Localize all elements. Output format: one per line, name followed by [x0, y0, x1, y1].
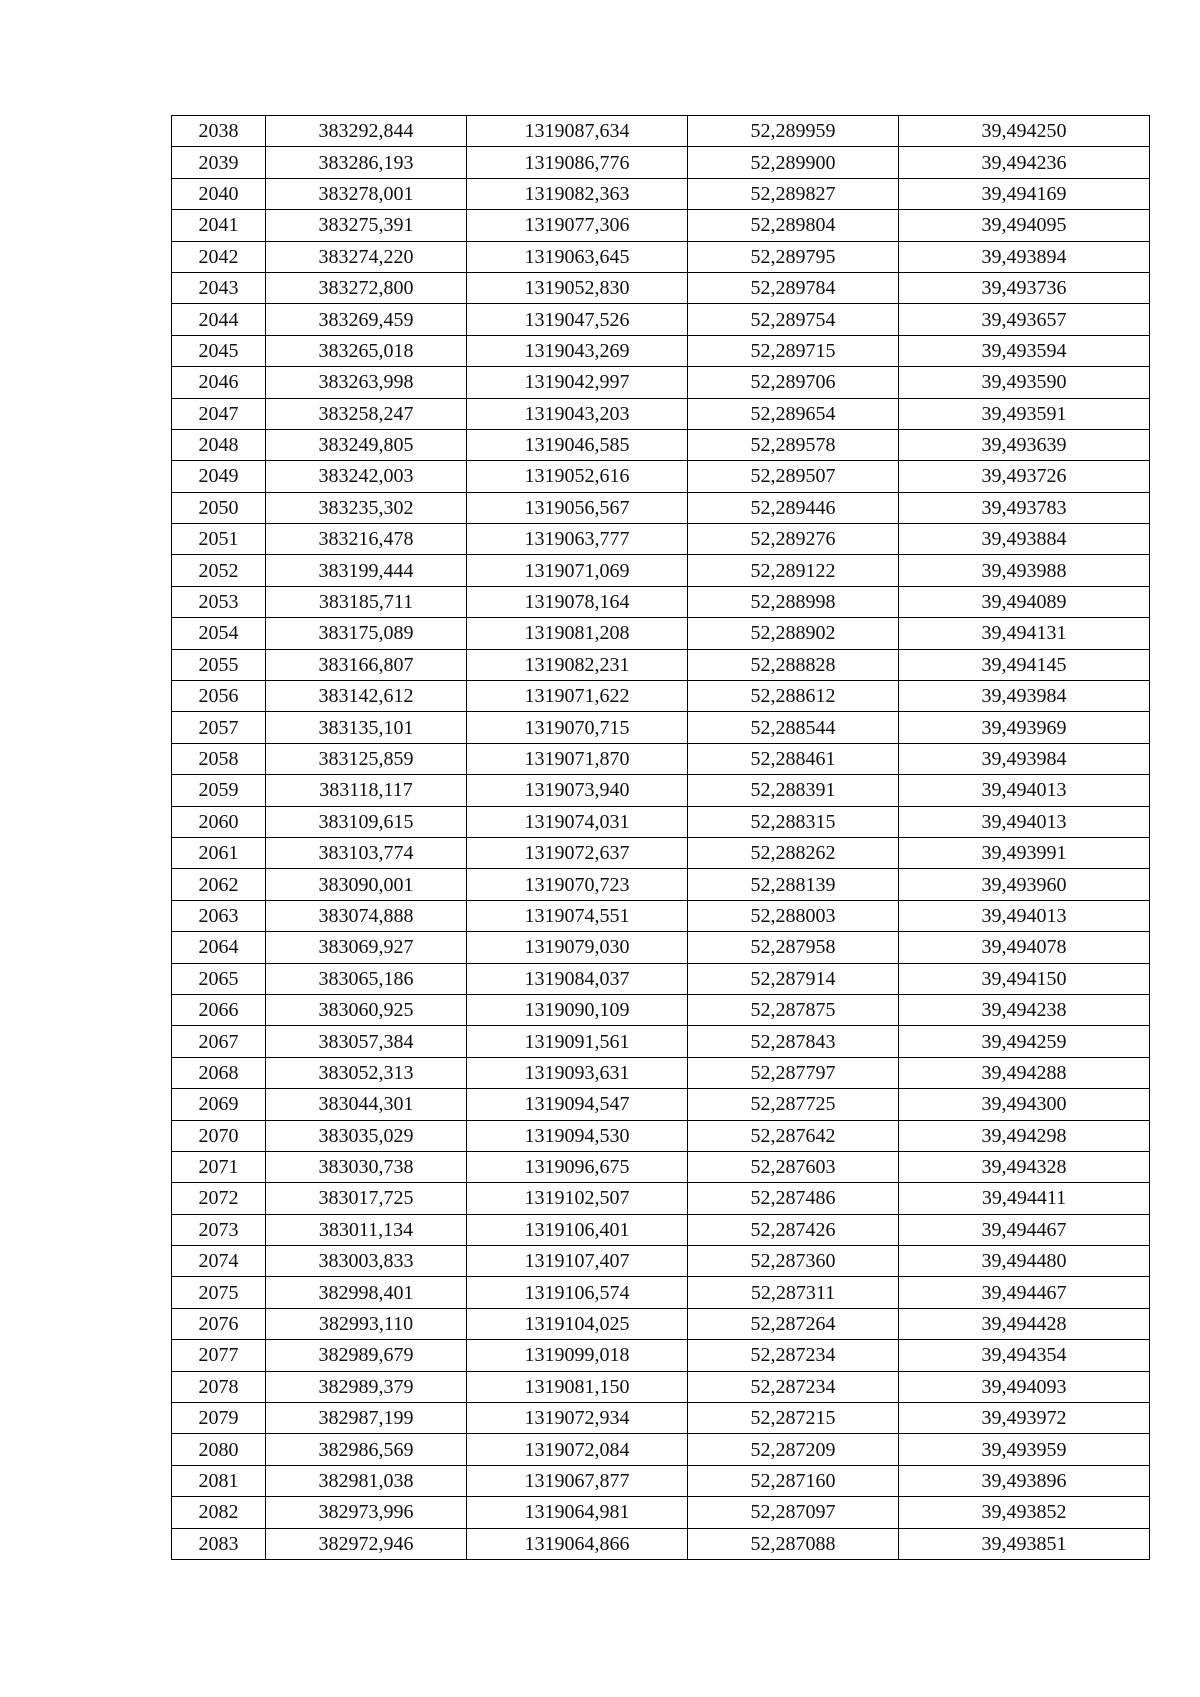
latitude-cell: 52,287097	[688, 1497, 899, 1528]
y-coordinate-cell: 1319052,830	[467, 272, 688, 303]
x-coordinate-cell: 383074,888	[266, 900, 467, 931]
longitude-cell: 39,494078	[899, 932, 1150, 963]
y-coordinate-cell: 1319094,547	[467, 1089, 688, 1120]
latitude-cell: 52,287088	[688, 1528, 899, 1559]
y-coordinate-cell: 1319077,306	[467, 210, 688, 241]
longitude-cell: 39,494236	[899, 147, 1150, 178]
x-coordinate-cell: 383269,459	[266, 304, 467, 335]
table-row	[172, 586, 1150, 617]
point-number-cell: 2046	[172, 367, 266, 398]
point-number-cell: 2077	[172, 1340, 266, 1371]
table-row	[172, 900, 1150, 931]
x-coordinate-cell: 382993,110	[266, 1308, 467, 1339]
y-coordinate-cell: 1319071,069	[467, 555, 688, 586]
y-coordinate-cell: 1319102,507	[467, 1183, 688, 1214]
table-row	[172, 1277, 1150, 1308]
longitude-cell: 39,494150	[899, 963, 1150, 994]
x-coordinate-cell: 383235,302	[266, 492, 467, 523]
x-coordinate-cell: 383103,774	[266, 837, 467, 868]
y-coordinate-cell: 1319104,025	[467, 1308, 688, 1339]
point-number-cell: 2073	[172, 1214, 266, 1245]
longitude-cell: 39,493894	[899, 241, 1150, 272]
point-number-cell: 2049	[172, 461, 266, 492]
longitude-cell: 39,493594	[899, 335, 1150, 366]
longitude-cell: 39,494428	[899, 1308, 1150, 1339]
table-row	[172, 116, 1150, 147]
latitude-cell: 52,288612	[688, 681, 899, 712]
x-coordinate-cell: 382987,199	[266, 1403, 467, 1434]
table-row	[172, 618, 1150, 649]
longitude-cell: 39,493988	[899, 555, 1150, 586]
y-coordinate-cell: 1319070,723	[467, 869, 688, 900]
x-coordinate-cell: 383292,844	[266, 116, 467, 147]
longitude-cell: 39,493972	[899, 1403, 1150, 1434]
x-coordinate-cell: 383216,478	[266, 524, 467, 555]
table-row	[172, 555, 1150, 586]
longitude-cell: 39,494480	[899, 1246, 1150, 1277]
latitude-cell: 52,287311	[688, 1277, 899, 1308]
point-number-cell: 2061	[172, 837, 266, 868]
y-coordinate-cell: 1319067,877	[467, 1465, 688, 1496]
point-number-cell: 2060	[172, 806, 266, 837]
table-row	[172, 1057, 1150, 1088]
latitude-cell: 52,288902	[688, 618, 899, 649]
y-coordinate-cell: 1319056,567	[467, 492, 688, 523]
longitude-cell: 39,494131	[899, 618, 1150, 649]
y-coordinate-cell: 1319091,561	[467, 1026, 688, 1057]
x-coordinate-cell: 383242,003	[266, 461, 467, 492]
point-number-cell: 2043	[172, 272, 266, 303]
latitude-cell: 52,289276	[688, 524, 899, 555]
y-coordinate-cell: 1319099,018	[467, 1340, 688, 1371]
table-row	[172, 1403, 1150, 1434]
x-coordinate-cell: 383011,134	[266, 1214, 467, 1245]
point-number-cell: 2044	[172, 304, 266, 335]
point-number-cell: 2053	[172, 586, 266, 617]
y-coordinate-cell: 1319043,203	[467, 398, 688, 429]
point-number-cell: 2058	[172, 743, 266, 774]
x-coordinate-cell: 383142,612	[266, 681, 467, 712]
point-number-cell: 2066	[172, 994, 266, 1025]
latitude-cell: 52,289654	[688, 398, 899, 429]
y-coordinate-cell: 1319084,037	[467, 963, 688, 994]
y-coordinate-cell: 1319096,675	[467, 1151, 688, 1182]
latitude-cell: 52,289900	[688, 147, 899, 178]
y-coordinate-cell: 1319106,574	[467, 1277, 688, 1308]
x-coordinate-cell: 382989,679	[266, 1340, 467, 1371]
longitude-cell: 39,494300	[899, 1089, 1150, 1120]
latitude-cell: 52,288139	[688, 869, 899, 900]
point-number-cell: 2045	[172, 335, 266, 366]
point-number-cell: 2081	[172, 1465, 266, 1496]
table-row	[172, 1246, 1150, 1277]
point-number-cell: 2047	[172, 398, 266, 429]
table-body	[172, 116, 1150, 1560]
y-coordinate-cell: 1319094,530	[467, 1120, 688, 1151]
point-number-cell: 2041	[172, 210, 266, 241]
table-row	[172, 367, 1150, 398]
longitude-cell: 39,493959	[899, 1434, 1150, 1465]
longitude-cell: 39,493726	[899, 461, 1150, 492]
y-coordinate-cell: 1319074,031	[467, 806, 688, 837]
longitude-cell: 39,494095	[899, 210, 1150, 241]
x-coordinate-cell: 383135,101	[266, 712, 467, 743]
point-number-cell: 2067	[172, 1026, 266, 1057]
longitude-cell: 39,494169	[899, 178, 1150, 209]
point-number-cell: 2075	[172, 1277, 266, 1308]
point-number-cell: 2054	[172, 618, 266, 649]
point-number-cell: 2079	[172, 1403, 266, 1434]
latitude-cell: 52,288461	[688, 743, 899, 774]
table-row	[172, 1340, 1150, 1371]
table-row	[172, 1434, 1150, 1465]
x-coordinate-cell: 383109,615	[266, 806, 467, 837]
longitude-cell: 39,494259	[899, 1026, 1150, 1057]
x-coordinate-cell: 383017,725	[266, 1183, 467, 1214]
table-row	[172, 743, 1150, 774]
latitude-cell: 52,289754	[688, 304, 899, 335]
latitude-cell: 52,287209	[688, 1434, 899, 1465]
latitude-cell: 52,288391	[688, 775, 899, 806]
y-coordinate-cell: 1319106,401	[467, 1214, 688, 1245]
longitude-cell: 39,494298	[899, 1120, 1150, 1151]
longitude-cell: 39,493639	[899, 429, 1150, 460]
y-coordinate-cell: 1319072,084	[467, 1434, 688, 1465]
latitude-cell: 52,287875	[688, 994, 899, 1025]
longitude-cell: 39,494328	[899, 1151, 1150, 1182]
longitude-cell: 39,493851	[899, 1528, 1150, 1559]
latitude-cell: 52,289827	[688, 178, 899, 209]
latitude-cell: 52,287797	[688, 1057, 899, 1088]
table-row	[172, 147, 1150, 178]
latitude-cell: 52,289715	[688, 335, 899, 366]
table-row	[172, 1089, 1150, 1120]
table-row	[172, 1465, 1150, 1496]
x-coordinate-cell: 383060,925	[266, 994, 467, 1025]
table-row	[172, 963, 1150, 994]
latitude-cell: 52,289706	[688, 367, 899, 398]
latitude-cell: 52,287160	[688, 1465, 899, 1496]
table-row	[172, 210, 1150, 241]
point-number-cell: 2059	[172, 775, 266, 806]
point-number-cell: 2055	[172, 649, 266, 680]
latitude-cell: 52,289507	[688, 461, 899, 492]
x-coordinate-cell: 383199,444	[266, 555, 467, 586]
point-number-cell: 2082	[172, 1497, 266, 1528]
longitude-cell: 39,494411	[899, 1183, 1150, 1214]
x-coordinate-cell: 383065,186	[266, 963, 467, 994]
point-number-cell: 2039	[172, 147, 266, 178]
longitude-cell: 39,494288	[899, 1057, 1150, 1088]
x-coordinate-cell: 382973,996	[266, 1497, 467, 1528]
latitude-cell: 52,287234	[688, 1371, 899, 1402]
x-coordinate-cell: 383274,220	[266, 241, 467, 272]
y-coordinate-cell: 1319082,363	[467, 178, 688, 209]
table-row	[172, 1183, 1150, 1214]
y-coordinate-cell: 1319087,634	[467, 116, 688, 147]
y-coordinate-cell: 1319090,109	[467, 994, 688, 1025]
point-number-cell: 2071	[172, 1151, 266, 1182]
y-coordinate-cell: 1319043,269	[467, 335, 688, 366]
table-row	[172, 461, 1150, 492]
point-number-cell: 2063	[172, 900, 266, 931]
table-row	[172, 241, 1150, 272]
table-row	[172, 1026, 1150, 1057]
y-coordinate-cell: 1319046,585	[467, 429, 688, 460]
x-coordinate-cell: 383286,193	[266, 147, 467, 178]
x-coordinate-cell: 382986,569	[266, 1434, 467, 1465]
y-coordinate-cell: 1319093,631	[467, 1057, 688, 1088]
x-coordinate-cell: 383166,807	[266, 649, 467, 680]
x-coordinate-cell: 383185,711	[266, 586, 467, 617]
latitude-cell: 52,287360	[688, 1246, 899, 1277]
table-row	[172, 712, 1150, 743]
table-row	[172, 1528, 1150, 1559]
y-coordinate-cell: 1319047,526	[467, 304, 688, 335]
latitude-cell: 52,287642	[688, 1120, 899, 1151]
point-number-cell: 2072	[172, 1183, 266, 1214]
x-coordinate-cell: 383057,384	[266, 1026, 467, 1057]
latitude-cell: 52,289959	[688, 116, 899, 147]
latitude-cell: 52,289122	[688, 555, 899, 586]
point-number-cell: 2048	[172, 429, 266, 460]
x-coordinate-cell: 382989,379	[266, 1371, 467, 1402]
table-row	[172, 1214, 1150, 1245]
longitude-cell: 39,493960	[899, 869, 1150, 900]
longitude-cell: 39,494467	[899, 1214, 1150, 1245]
latitude-cell: 52,289578	[688, 429, 899, 460]
y-coordinate-cell: 1319074,551	[467, 900, 688, 931]
latitude-cell: 52,287234	[688, 1340, 899, 1371]
point-number-cell: 2065	[172, 963, 266, 994]
x-coordinate-cell: 383278,001	[266, 178, 467, 209]
point-number-cell: 2040	[172, 178, 266, 209]
y-coordinate-cell: 1319082,231	[467, 649, 688, 680]
x-coordinate-cell: 383003,833	[266, 1246, 467, 1277]
longitude-cell: 39,494354	[899, 1340, 1150, 1371]
latitude-cell: 52,289804	[688, 210, 899, 241]
table-row	[172, 335, 1150, 366]
table-row	[172, 649, 1150, 680]
longitude-cell: 39,493884	[899, 524, 1150, 555]
x-coordinate-cell: 383272,800	[266, 272, 467, 303]
latitude-cell: 52,287215	[688, 1403, 899, 1434]
table-row	[172, 1151, 1150, 1182]
y-coordinate-cell: 1319081,208	[467, 618, 688, 649]
longitude-cell: 39,493736	[899, 272, 1150, 303]
coordinates-table	[171, 115, 1150, 1560]
x-coordinate-cell: 382998,401	[266, 1277, 467, 1308]
x-coordinate-cell: 383118,117	[266, 775, 467, 806]
longitude-cell: 39,493984	[899, 743, 1150, 774]
latitude-cell: 52,287843	[688, 1026, 899, 1057]
longitude-cell: 39,493590	[899, 367, 1150, 398]
y-coordinate-cell: 1319107,407	[467, 1246, 688, 1277]
latitude-cell: 52,287603	[688, 1151, 899, 1182]
y-coordinate-cell: 1319064,981	[467, 1497, 688, 1528]
latitude-cell: 52,289446	[688, 492, 899, 523]
x-coordinate-cell: 382972,946	[266, 1528, 467, 1559]
table-row	[172, 429, 1150, 460]
y-coordinate-cell: 1319064,866	[467, 1528, 688, 1559]
longitude-cell: 39,494013	[899, 775, 1150, 806]
x-coordinate-cell: 383035,029	[266, 1120, 467, 1151]
latitude-cell: 52,288998	[688, 586, 899, 617]
latitude-cell: 52,287725	[688, 1089, 899, 1120]
table-row	[172, 304, 1150, 335]
point-number-cell: 2083	[172, 1528, 266, 1559]
point-number-cell: 2069	[172, 1089, 266, 1120]
point-number-cell: 2051	[172, 524, 266, 555]
y-coordinate-cell: 1319042,997	[467, 367, 688, 398]
latitude-cell: 52,288262	[688, 837, 899, 868]
longitude-cell: 39,493591	[899, 398, 1150, 429]
table-row	[172, 1308, 1150, 1339]
table-row	[172, 932, 1150, 963]
table-row	[172, 994, 1150, 1025]
latitude-cell: 52,289795	[688, 241, 899, 272]
y-coordinate-cell: 1319078,164	[467, 586, 688, 617]
table-row	[172, 272, 1150, 303]
latitude-cell: 52,287264	[688, 1308, 899, 1339]
x-coordinate-cell: 382981,038	[266, 1465, 467, 1496]
longitude-cell: 39,493852	[899, 1497, 1150, 1528]
x-coordinate-cell: 383175,089	[266, 618, 467, 649]
point-number-cell: 2042	[172, 241, 266, 272]
x-coordinate-cell: 383258,247	[266, 398, 467, 429]
y-coordinate-cell: 1319081,150	[467, 1371, 688, 1402]
x-coordinate-cell: 383044,301	[266, 1089, 467, 1120]
longitude-cell: 39,494145	[899, 649, 1150, 680]
table-row	[172, 837, 1150, 868]
point-number-cell: 2050	[172, 492, 266, 523]
x-coordinate-cell: 383249,805	[266, 429, 467, 460]
point-number-cell: 2038	[172, 116, 266, 147]
latitude-cell: 52,287426	[688, 1214, 899, 1245]
latitude-cell: 52,288003	[688, 900, 899, 931]
table-row	[172, 524, 1150, 555]
y-coordinate-cell: 1319072,637	[467, 837, 688, 868]
longitude-cell: 39,493783	[899, 492, 1150, 523]
x-coordinate-cell: 383263,998	[266, 367, 467, 398]
longitude-cell: 39,493984	[899, 681, 1150, 712]
point-number-cell: 2076	[172, 1308, 266, 1339]
table-row	[172, 1497, 1150, 1528]
point-number-cell: 2080	[172, 1434, 266, 1465]
latitude-cell: 52,287958	[688, 932, 899, 963]
latitude-cell: 52,288544	[688, 712, 899, 743]
x-coordinate-cell: 383069,927	[266, 932, 467, 963]
point-number-cell: 2068	[172, 1057, 266, 1088]
y-coordinate-cell: 1319073,940	[467, 775, 688, 806]
latitude-cell: 52,289784	[688, 272, 899, 303]
point-number-cell: 2070	[172, 1120, 266, 1151]
x-coordinate-cell: 383275,391	[266, 210, 467, 241]
y-coordinate-cell: 1319063,645	[467, 241, 688, 272]
table-row	[172, 1371, 1150, 1402]
y-coordinate-cell: 1319071,622	[467, 681, 688, 712]
table-row	[172, 178, 1150, 209]
point-number-cell: 2074	[172, 1246, 266, 1277]
x-coordinate-cell: 383052,313	[266, 1057, 467, 1088]
latitude-cell: 52,287486	[688, 1183, 899, 1214]
point-number-cell: 2057	[172, 712, 266, 743]
table-row	[172, 681, 1150, 712]
table-row	[172, 806, 1150, 837]
y-coordinate-cell: 1319052,616	[467, 461, 688, 492]
x-coordinate-cell: 383030,738	[266, 1151, 467, 1182]
point-number-cell: 2064	[172, 932, 266, 963]
longitude-cell: 39,494467	[899, 1277, 1150, 1308]
y-coordinate-cell: 1319072,934	[467, 1403, 688, 1434]
longitude-cell: 39,494238	[899, 994, 1150, 1025]
x-coordinate-cell: 383125,859	[266, 743, 467, 774]
longitude-cell: 39,493969	[899, 712, 1150, 743]
longitude-cell: 39,494013	[899, 900, 1150, 931]
point-number-cell: 2078	[172, 1371, 266, 1402]
point-number-cell: 2052	[172, 555, 266, 586]
latitude-cell: 52,288828	[688, 649, 899, 680]
table-row	[172, 775, 1150, 806]
table-row	[172, 869, 1150, 900]
y-coordinate-cell: 1319086,776	[467, 147, 688, 178]
longitude-cell: 39,493657	[899, 304, 1150, 335]
longitude-cell: 39,493991	[899, 837, 1150, 868]
y-coordinate-cell: 1319079,030	[467, 932, 688, 963]
point-number-cell: 2056	[172, 681, 266, 712]
y-coordinate-cell: 1319071,870	[467, 743, 688, 774]
latitude-cell: 52,288315	[688, 806, 899, 837]
longitude-cell: 39,494089	[899, 586, 1150, 617]
longitude-cell: 39,494013	[899, 806, 1150, 837]
x-coordinate-cell: 383265,018	[266, 335, 467, 366]
x-coordinate-cell: 383090,001	[266, 869, 467, 900]
longitude-cell: 39,493896	[899, 1465, 1150, 1496]
table-row	[172, 398, 1150, 429]
longitude-cell: 39,494250	[899, 116, 1150, 147]
table-row	[172, 1120, 1150, 1151]
table-row	[172, 492, 1150, 523]
y-coordinate-cell: 1319070,715	[467, 712, 688, 743]
latitude-cell: 52,287914	[688, 963, 899, 994]
longitude-cell: 39,494093	[899, 1371, 1150, 1402]
point-number-cell: 2062	[172, 869, 266, 900]
y-coordinate-cell: 1319063,777	[467, 524, 688, 555]
